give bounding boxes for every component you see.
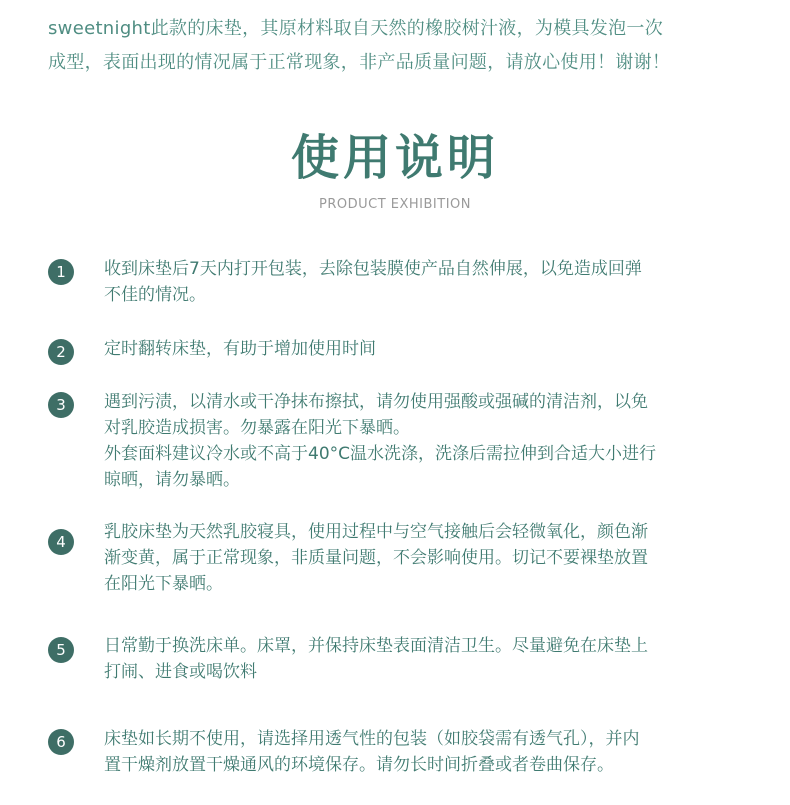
step-text bbox=[104, 389, 744, 493]
step-number-badge: 1 bbox=[48, 259, 74, 285]
step-text bbox=[104, 519, 744, 597]
step-text bbox=[104, 256, 744, 308]
step-number-badge: 2 bbox=[48, 339, 74, 365]
step-line: 日常勤于换洗床单。床罩，并保持床垫表面清洁卫生。尽量避免在床垫上 bbox=[104, 636, 648, 656]
step-text bbox=[104, 633, 744, 685]
page-title: 使用说明 bbox=[290, 130, 499, 186]
step-line: 床垫如长期不使用，请选择用透气性的包装（如胶袋需有透气孔），并内 bbox=[104, 729, 640, 749]
step-line: 置干燥剂放置干燥通风的环境保存。请勿长时间折叠或者卷曲保存。 bbox=[104, 755, 614, 775]
step-line: 外套面料建议冷水或不高于40°C温水洗涤，洗涤后需拉伸到合适大小进行 bbox=[104, 444, 657, 464]
step-number-badge: 5 bbox=[48, 637, 74, 663]
step-line: 遇到污渍，以清水或干净抹布擦拭，请勿使用强酸或强碱的清洁剂，以免 bbox=[104, 392, 648, 412]
step-line: 在阳光下暴晒。 bbox=[104, 574, 223, 594]
step-line: 乳胶床垫为天然乳胶寝具，使用过程中与空气接触后会轻微氧化，颜色渐 bbox=[104, 522, 648, 542]
step-text bbox=[104, 726, 744, 778]
intro-line-2: 成型，表面出现的情况属于正常现象，非产品质量问题，请放心使用！谢谢！ bbox=[48, 52, 671, 73]
step-line: 打闹、进食或喝饮料 bbox=[104, 662, 257, 682]
step-line: 晾晒，请勿暴晒。 bbox=[104, 470, 240, 490]
step-number-badge: 6 bbox=[48, 729, 74, 755]
step-line: 收到床垫后7天内打开包装，去除包装膜使产品自然伸展，以免造成回弹 bbox=[104, 259, 642, 279]
intro-paragraph bbox=[48, 12, 748, 80]
step-number-badge: 4 bbox=[48, 529, 74, 555]
step-line: 渐变黄，属于正常现象，非质量问题，不会影响使用。切记不要裸垫放置 bbox=[104, 548, 648, 568]
intro-line-1: sweetnight此款的床垫，其原材料取自天然的橡胶树汁液，为模具发泡一次 bbox=[48, 18, 664, 39]
step-line: 对乳胶造成损害。勿暴露在阳光下暴晒。 bbox=[104, 418, 410, 438]
page-subtitle: PRODUCT EXHIBITION bbox=[319, 197, 471, 212]
step-number-badge: 3 bbox=[48, 392, 74, 418]
step-line: 不佳的情况。 bbox=[104, 285, 206, 305]
step-text bbox=[104, 336, 744, 362]
step-line: 定时翻转床垫，有助于增加使用时间 bbox=[104, 339, 376, 359]
